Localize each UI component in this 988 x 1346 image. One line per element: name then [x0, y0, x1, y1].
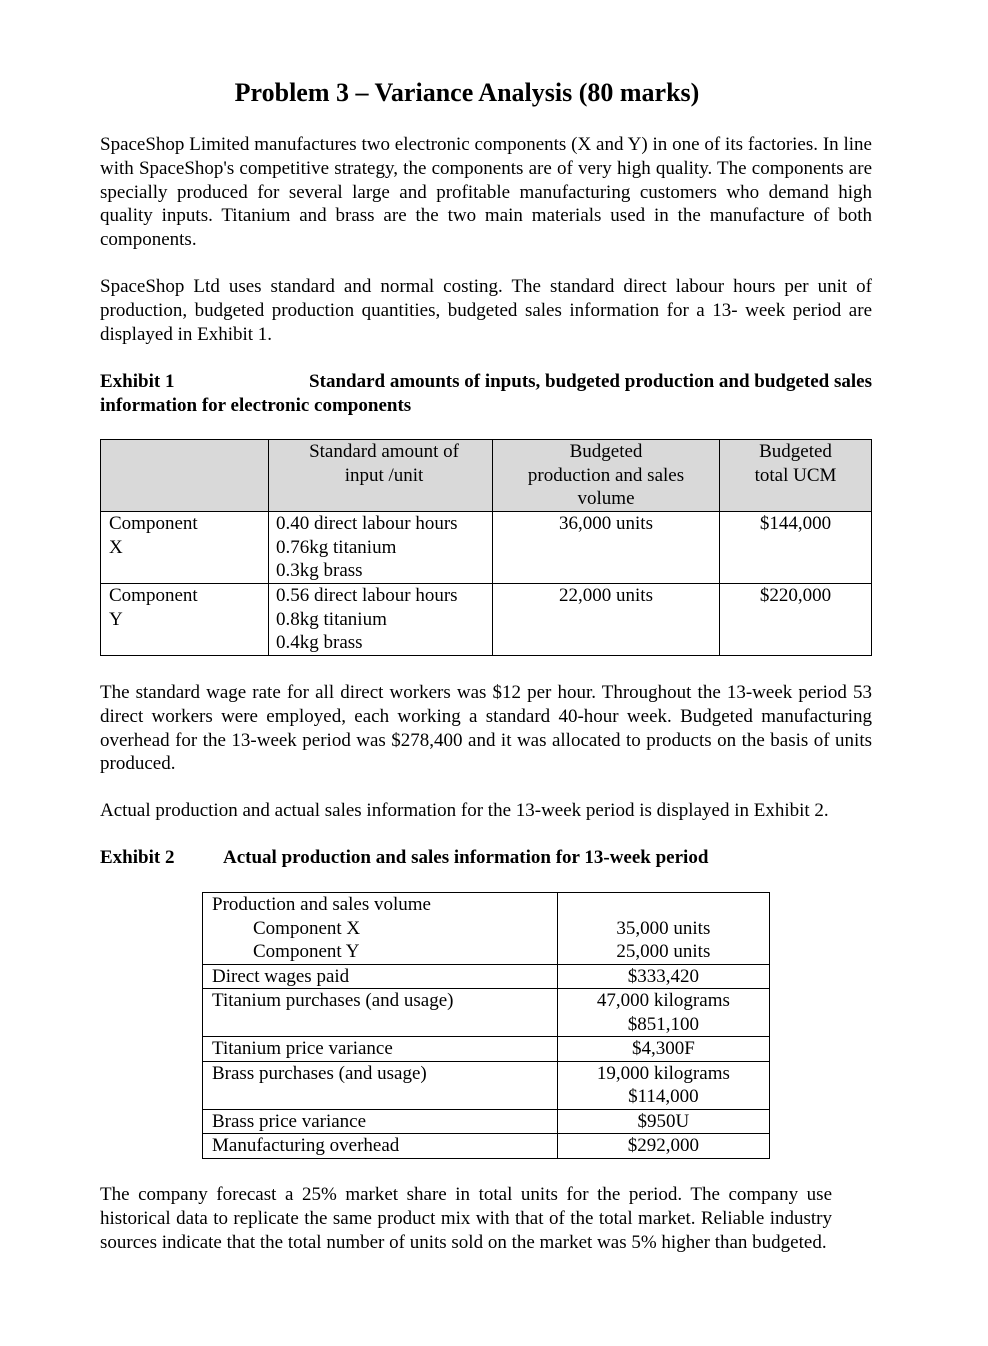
overhead-label: Manufacturing overhead: [203, 1134, 558, 1159]
component-cell: [101, 584, 269, 656]
input-titanium: 0.76kg titanium: [276, 536, 397, 558]
header-volume-line: Budgeted: [569, 441, 643, 462]
table-row: [203, 1109, 770, 1134]
ucm-cell: $144,000: [720, 512, 872, 584]
table-row: [203, 1037, 770, 1062]
component-letter: X: [109, 536, 123, 558]
brass-variance-value: $950U: [557, 1109, 769, 1134]
volume-value-cell: [557, 893, 769, 965]
overhead-value: $292,000: [557, 1134, 769, 1159]
table-row-component-y: [101, 584, 872, 656]
exhibit1-heading: [100, 370, 872, 417]
input-labour: 0.56 direct labour hours: [276, 585, 458, 606]
exhibit1-header-row: [101, 440, 872, 512]
wages-label: Direct wages paid: [203, 964, 558, 989]
titanium-label: Titanium purchases (and usage): [203, 989, 558, 1037]
titanium-variance-value: $4,300F: [557, 1037, 769, 1062]
exhibit1-title-part2: information for electronic components: [100, 394, 412, 416]
header-blank-cell: [101, 440, 269, 512]
header-input-line: Standard amount of: [309, 441, 459, 462]
brass-variance-label: Brass price variance: [203, 1109, 558, 1134]
volume-label: Production and sales volume: [212, 894, 431, 915]
brass-cost: $114,000: [628, 1086, 699, 1107]
header-volume-line: volume: [577, 488, 635, 509]
table-row: [203, 1061, 770, 1109]
table-row: [203, 893, 770, 965]
costing-paragraph: SpaceShop Ltd uses standard and normal costing. The standard direct labour hours per unit of production, budgeted production quantities, budgeted sales information for a 13- week period are displayed in Exhibit 1.: [100, 276, 872, 345]
header-volume-cell: [493, 440, 720, 512]
exhibit2-heading: [100, 846, 872, 870]
exhibit1-title-part1: Standard amounts of inputs, budgeted production and budgeted sales: [309, 371, 872, 392]
exhibit2-table: [202, 892, 770, 1159]
brass-qty: 19,000 kilograms: [596, 1062, 730, 1084]
exhibit1-label: Exhibit 1: [100, 371, 175, 392]
exhibit2-title: Actual production and sales information for 13-week period: [223, 847, 709, 868]
ucm-cell: $220,000: [720, 584, 872, 656]
titanium-cost: $851,100: [627, 1013, 699, 1035]
component-x-value: 35,000 units: [616, 917, 711, 939]
inputs-cell: [269, 512, 493, 584]
titanium-value-cell: [557, 989, 769, 1037]
exhibit1-table: [100, 439, 872, 656]
header-ucm-cell: [720, 440, 872, 512]
input-brass: 0.4kg brass: [276, 632, 363, 653]
titanium-variance-label: Titanium price variance: [203, 1037, 558, 1062]
volume-cell: 22,000 units: [493, 584, 720, 656]
input-labour: 0.40 direct labour hours: [276, 513, 458, 534]
market-paragraph: The company forecast a 25% market share in total units for the period. The company use historical data to replicate the same product mix with that of the total market. Reliable industry sources indicate that the total number of units sold on the market was 5% higher than budgeted.: [100, 1184, 832, 1253]
component-cell: [101, 512, 269, 584]
volume-label-cell: [203, 893, 558, 965]
intro-paragraph: SpaceShop Limited manufactures two electronic components (X and Y) in one of its factories. In line with SpaceShop's competitive strategy, the components are of very high quality. The components are specially produced for several large and profitable manufacturing customers who demand high quality inputs. Titanium and brass are the two main materials used in the manufacture of both components.: [100, 134, 872, 251]
header-ucm-line: total UCM: [754, 464, 837, 486]
input-brass: 0.3kg brass: [276, 560, 363, 581]
component-label: Component: [109, 585, 198, 606]
table-row-component-x: [101, 512, 872, 584]
header-input-line: input /unit: [344, 464, 424, 486]
wages-value: $333,420: [557, 964, 769, 989]
table-row: [203, 989, 770, 1037]
brass-value-cell: [557, 1061, 769, 1109]
component-x-label: Component X: [253, 917, 361, 939]
table-row: [203, 964, 770, 989]
header-ucm-line: Budgeted: [759, 441, 832, 462]
component-letter: Y: [109, 608, 123, 630]
page-title: Problem 3 – Variance Analysis (80 marks): [234, 78, 700, 107]
volume-cell: 36,000 units: [493, 512, 720, 584]
header-volume-line: production and sales: [527, 464, 685, 486]
brass-label: Brass purchases (and usage): [203, 1061, 558, 1109]
actual-paragraph: Actual production and actual sales information for the 13-week period is displayed in Exhibit 2.: [100, 800, 829, 821]
exhibit2-label: Exhibit 2: [100, 847, 175, 868]
titanium-qty: 47,000 kilograms: [596, 990, 730, 1011]
component-y-label: Component Y: [253, 941, 360, 962]
inputs-cell: [269, 584, 493, 656]
component-y-value: 25,000 units: [616, 941, 711, 962]
header-input-cell: [269, 440, 493, 512]
wage-paragraph: The standard wage rate for all direct workers was $12 per hour. Throughout the 13-week period 53 direct workers were employed, each working a standard 40-hour week. Budgeted manufacturing overhead for the 13-week period was $278,400 and it was allocated to products on the basis of units produced.: [100, 682, 872, 775]
table-row: [203, 1134, 770, 1159]
input-titanium: 0.8kg titanium: [276, 608, 387, 630]
component-label: Component: [109, 513, 198, 534]
